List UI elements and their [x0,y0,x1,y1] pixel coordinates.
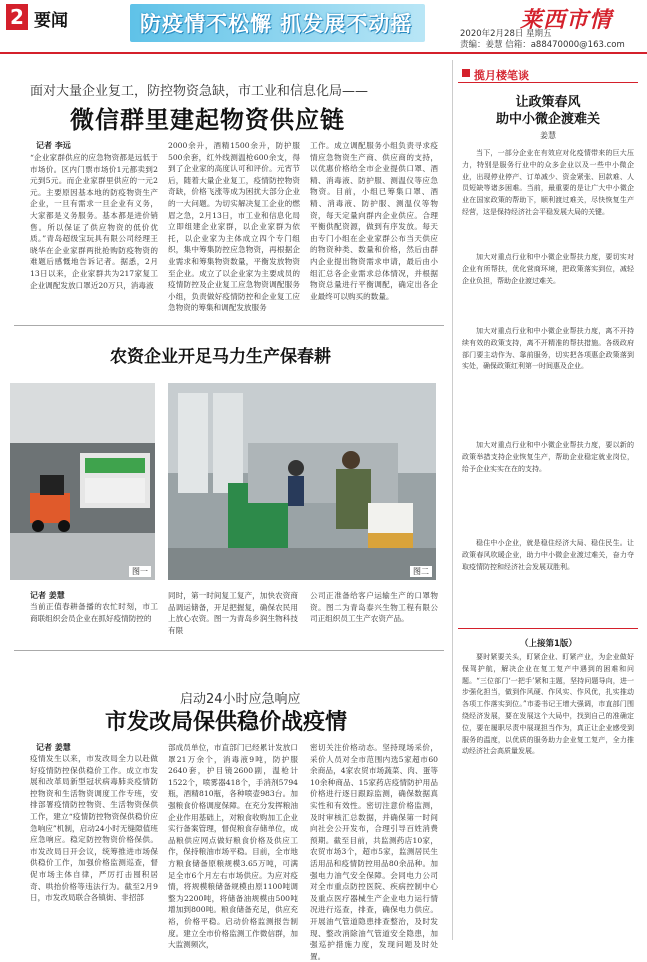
sidebar-para5: 稳住中小企业，就是稳住经济大局、稳住民生。让政策春风吹暖企业，助力中小微企业渡过难关，奋力夺取疫情防控和经济社会发展双胜利。 [462,539,634,571]
article2-byline: 记者 姜慧 [30,591,65,600]
article1-col2: 2000余升，酒精1500余升，防护服500余套，红外线测温枪600余支，得到了企业家的高度认可和评价。元宵节后，随着大量企业复工，疫情防控物资奇缺，价格飞涨等成为困扰大部分企业的一大问题。为切实解决复工企业的燃眉之急，2月13日，市工业和信息化局立即组建企业家群，以企业家群为依托，以企业家为主体成立四个专门组织，集中筹集防控应急物资，再根据企业需求和筹集物资数量，平衡发放物资至企业。成立了以企业家为主要成员的疫情防控及企业复工应急物资调配服务小组，负责做好疫情防控和企业复工应急物资的筹集和调配发放服务 [168,141,300,313]
article1-col1: “企业家群供应的应急物资都是远低于市场价。区内门票市场价1元都卖到2元到5元。而企业家群里供应的一元2元。主要原因基本地的防疫物资生产企业，一旦有需求一旦企业有义务，大家都是义务服务。基本都是进价销售。所以保证了供应物资的低价优质。”青岛超级宝玩具有限公司经理王晓华在企业家群两批抢购防疫物资的难题后感慨地告诉记者。据悉，2月13日以来，企业家群共为217家复工企业调配发放口罩近20万只，消毒液 [30,153,158,290]
tag-square-icon [462,69,470,77]
article3-col2: 部成员单位，市直部门已经累计发放口罩21万余个，消毒液9吨，防护服2640套，护目镜2600副，温枪计1522个，喷雾器418个，手消剂5794瓶，酒精810瓶，各种喷壶983台。加强粮食价格调度保障。在充分发挥粮油企业作用基础上，对粮食收购加工企业实行备案管理，督促粮食存储单位，成品粮供应网点做好粮食价格及供应工作，保持粮油市场平稳。目前，全市地方粮食储备原粮规模3.65万吨，可满足全市6个月左右市场供应。为应对疫情，将规模粮储备规模由原1100吨调整为2200吨，将储备油规模由500吨增加到800吨。粮食储备充足，供应充裕，价格平稳。启动价格监测报告制度。建立全市价格监测工作微信群，加大监测频次， [168,743,298,950]
sidebar-para3: 加大对重点行业和中小微企业帮扶力度，离不开持续有效的政策支持，离不开精准的帮扶措施。各级政府部门要主动作为、靠前服务，切实把各项惠企政策落到实处，确保政策红利第一时间惠及企业。 [462,327,634,371]
section-name: 要闻 [34,11,68,31]
article2-caption-col1: 当前正值春耕备播的农忙时刻，市工商联组织会员企业在抓好疫情防控的 [30,602,158,623]
sidebar-title-line1: 让政策春风 [515,95,581,110]
article1-title: 微信群里建起物资供应链 [70,106,345,134]
sidebar-para4: 加大对重点行业和中小微企业帮扶力度，要以新的政策举措支持企业恢复生产，帮助企业稳定就业岗位，给予企业实实在在的支持。 [462,441,634,473]
continued-body: 要时紧要关头，盯紧企业、盯紧产业，为企业做好保驾护航，解决企业在复工复产中遇到的困难和问题。“三位部门‘一把手’紧和主题，坚持问题导向，进一步强化担当，做到作风硬、作风实、作风优，扎实推动各项工作落实到位。”市委书记王增大强调，市直部门围绕经济发展，要在发展这个大局中，找到自己的准确定位，要在履职尽责中展现担当作为，真正让企业感受到服务的温度，以优质的服务助力企业复工复产，全力推动经济社会高质量发展。 [462,653,634,756]
forklift-illustration [10,383,155,580]
article1-kicker: 面对大量企业复工，防控物资急缺，市工业和信息化局—— [30,84,369,99]
sidebar-tag-rule [458,82,638,83]
section-divider [14,325,444,326]
forklift-photo [10,383,155,580]
photo1-label: 图一 [129,566,151,577]
article3-col3: 密切关注价格动态。坚持现场采价，采价人员对全市范围内选5家超市60余商品，4家农贸市场蔬菜、肉、蛋等10余种商品、15家药店疫情防护用品价格进行逐日跟踪监测，确保数据真实性和有效性。密切注意价格监测，及时审核汇总数据，并确保第一时间向社会公开发布，合理引导百姓消费预期。截至目前，共监测药店10家，农贸市场3个，超市5家，监测居民生活用品和疫情防控用品80余品种。加强电力油气安全保障。会同电力公司对全市重点防控医院、疾病控制中心及重点医疗器械生产企业电力运行情况进行巡查，排查，确保电力供应。开展油气管道隐患排查整治，及时发现、整改消除油气管道安全隐患，加强巡护措施力度，发现问题及时处置。 [310,743,438,961]
article1-byline: 记者 李远 [36,141,71,150]
continued-ref: （上接第1版） [520,639,577,649]
sidebar-bottom-rule [458,628,638,629]
issue-date: 2020年2月28日 星期五 [460,29,552,39]
article3-title: 市发改局保供稳价战疫情 [105,710,348,735]
page-number: 2 [6,4,28,30]
article2-caption-col2: 同时，第一时间复工复产，加快农资商品调运储备，开足把握复，确保农民用上放心农资。图一为青岛乡润生物科技有限 [168,591,298,635]
sidebar-tag: 揽月楼笔谈 [474,69,529,82]
sidebar-para2: 加大对重点行业和中小微企业帮扶力度，要切实对企业有所帮扶，优化营商环境，把政策落实到位，减轻企业负担，帮助企业渡过难关。 [462,253,634,285]
article2-caption-col3: 公司正准备给客户运输生产的口罩物资。图二为青岛泰兴生物工程有限公司正组织员工生产农资产品。 [310,591,438,624]
article3-col1: 疫情发生以来，市发改局全力以赴做好疫情防控保供稳价工作。成立市发展和改革局新型冠状病毒肺炎疫情防控物资和生活物资调度工作专班，安排部署疫情防控物资、生活物资保供工作，建立“疫情防控物资保供稳价应急响应”机制，启动24小时无缝隙值班应急响应。稳定防控物资价格保供。市发改局日开会议，统筹推进市场保供稳价工作，加强价格监测巡查，督促市场主体自律，严厉打击囤积居奇、哄抬价格等违法行为。截至2月9日，市发改局联合各镇街、非招部 [30,754,158,903]
photo2-label: 图二 [410,566,432,577]
factory-illustration [168,383,436,580]
article3-byline: 记者 姜慧 [36,743,71,752]
article3-kicker: 启动24小时应急响应 [180,692,301,707]
article2-title: 农资企业开足马力生产保春耕 [110,347,331,367]
editor-info: 责编：姜慧 信箱：a88470000@163.com [460,40,625,50]
sidebar-rule [452,60,453,940]
sidebar-para1: 当下，一部分企业在有效应对化疫情带来的巨大压力，特别是服务行业中的众多企业以及一些中小微企业，出现停业停产、订单减少、资金紧张、回款难、人员短缺等诸多困难。当前，最重要的是让广大中小微企业在国家政策的帮助下，顺利渡过难关，尽快恢复生产经营，这是保持经济社会平稳发展大局的关键。 [462,149,634,216]
section-divider-2 [14,650,444,651]
factory-photo [168,383,436,580]
slogan-text: 防疫情不松懈 抓发展不动摇 [140,12,413,36]
header-rule [0,52,647,54]
sidebar-author: 姜慧 [540,131,556,140]
sidebar-title-line2: 助中小微企渡难关 [495,112,600,127]
article1-col3: 工作。成立调配服务小组负责寻求疫情应急物资生产商、供应商的支持，以优惠价格给全市企业提供口罩、酒精、消毒液、防护服、测温仪等应急物资。目前，小组已筹集口罩、酒精、消毒液、防护服、测温仪等物资，每天定量向群内企业供应。合理平衡供配资源，做到有序发放。每天由专门小组在企业家群公布当天供应的物资种类、数量和价格，然后由群内企业提出物资需求申请，最后由小组汇总各企业需求总体情况，并根据物资总量进行平衡调配，确定出各企业最终可以购买的数量。 [310,141,438,301]
newspaper-logo: 莱西市情 [520,7,613,33]
